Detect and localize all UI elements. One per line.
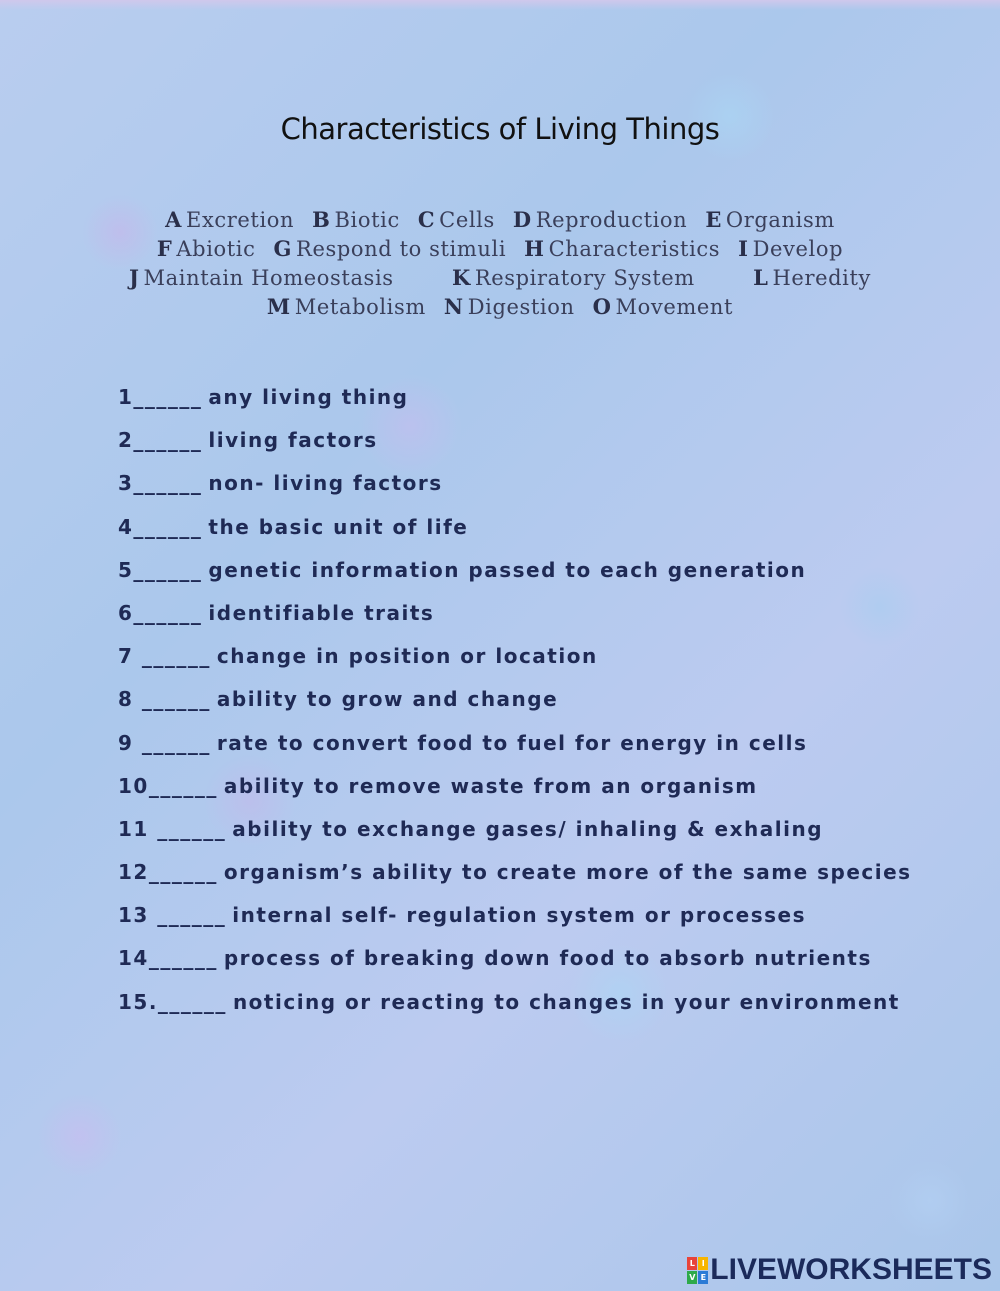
answer-blank[interactable]: 11 ______ [118,816,227,841]
word-bank-item: A Excretion [165,207,295,232]
question-text: genetic information passed to each generation [208,557,807,582]
question-text: living factors [208,428,378,453]
question-item [118,382,968,425]
word-bank-row [110,263,890,292]
answer-blank[interactable]: 6______ [118,600,203,625]
answer-blank[interactable]: 7 ______ [118,644,211,669]
question-text: ability to remove waste from an organism [223,773,758,798]
question-text: the basic unit of life [208,514,469,539]
word-bank-item: K Respiratory System [451,265,695,290]
logo-tile: L [687,1257,697,1270]
word-bank-row [110,292,890,321]
word-bank-item: I Develop [738,236,844,261]
word-bank-item: D Reproduction [512,207,688,232]
question-text: identifiable traits [208,600,435,625]
question-item [118,728,968,771]
question-text: any living thing [208,385,409,409]
question-item [118,900,968,943]
word-bank-row [110,205,890,234]
question-text: change in position or location [216,644,598,669]
question-text: rate to convert food to fuel for energy in cells [216,730,808,755]
question-item [118,598,968,641]
answer-blank[interactable]: 4______ [118,514,203,539]
question-text: ability to exchange gases/ inhaling & exhaling [232,816,824,841]
answer-blank[interactable]: 2______ [118,428,203,453]
word-bank-row [110,234,890,263]
logo-tile: V [689,1273,696,1282]
word-bank-item: M Metabolism [266,294,426,319]
question-item [118,425,968,468]
question-item [118,987,968,1030]
answer-blank[interactable]: 5______ [118,557,203,582]
word-bank-item: O Movement [592,294,734,319]
logo-tile: I [698,1257,708,1270]
liveworksheets-brand: LIVEWORKSHEETS [710,1253,992,1286]
answer-blank[interactable]: 1______ [118,385,203,409]
page-top-border [0,0,1000,10]
question-item [118,555,968,598]
word-bank-item: C Cells [417,207,495,232]
answer-blank[interactable]: 12______ [118,860,218,885]
answer-blank[interactable]: 3______ [118,471,203,496]
question-text: process of breaking down food to absorb nutrients [223,946,872,971]
question-text: noticing or reacting to changes in your environment [232,989,900,1014]
word-bank-item: J Maintain Homeostasis [129,265,394,290]
word-bank-item: L Heredity [753,265,871,290]
question-item [118,641,968,684]
word-bank-item: E Organism [705,207,835,232]
question-text: ability to grow and change [216,687,559,712]
answer-blank[interactable]: 9 ______ [118,730,211,755]
question-text: internal self- regulation system or processes [232,903,807,928]
question-item [118,512,968,555]
question-item [118,771,968,814]
word-bank-item: N Digestion [443,294,575,319]
question-item [118,684,968,727]
word-bank-item: G Respond to stimuli [273,236,507,261]
liveworksheets-footer [687,1253,992,1287]
question-text: non- living factors [208,471,443,496]
question-item [118,857,968,900]
answer-blank[interactable]: 10______ [118,773,218,798]
word-bank-item: F Abiotic [156,236,256,261]
question-item [118,814,968,857]
word-bank-item: H Characteristics [524,236,721,261]
word-bank-item: B Biotic [312,207,400,232]
answer-blank[interactable]: 15.______ [118,989,227,1014]
word-bank [110,205,890,321]
answer-blank[interactable]: 8 ______ [118,687,211,712]
question-text: organism’s ability to create more of the same species [223,860,912,885]
worksheet-title: Characteristics of Living Things [280,112,720,146]
answer-blank[interactable]: 13 ______ [118,903,227,928]
answer-blank[interactable]: 14______ [118,946,218,971]
question-list [118,382,968,1030]
logo-tile: E [698,1271,708,1284]
question-item [118,468,968,511]
question-item [118,943,968,986]
liveworksheets-logo-icon [687,1257,707,1283]
